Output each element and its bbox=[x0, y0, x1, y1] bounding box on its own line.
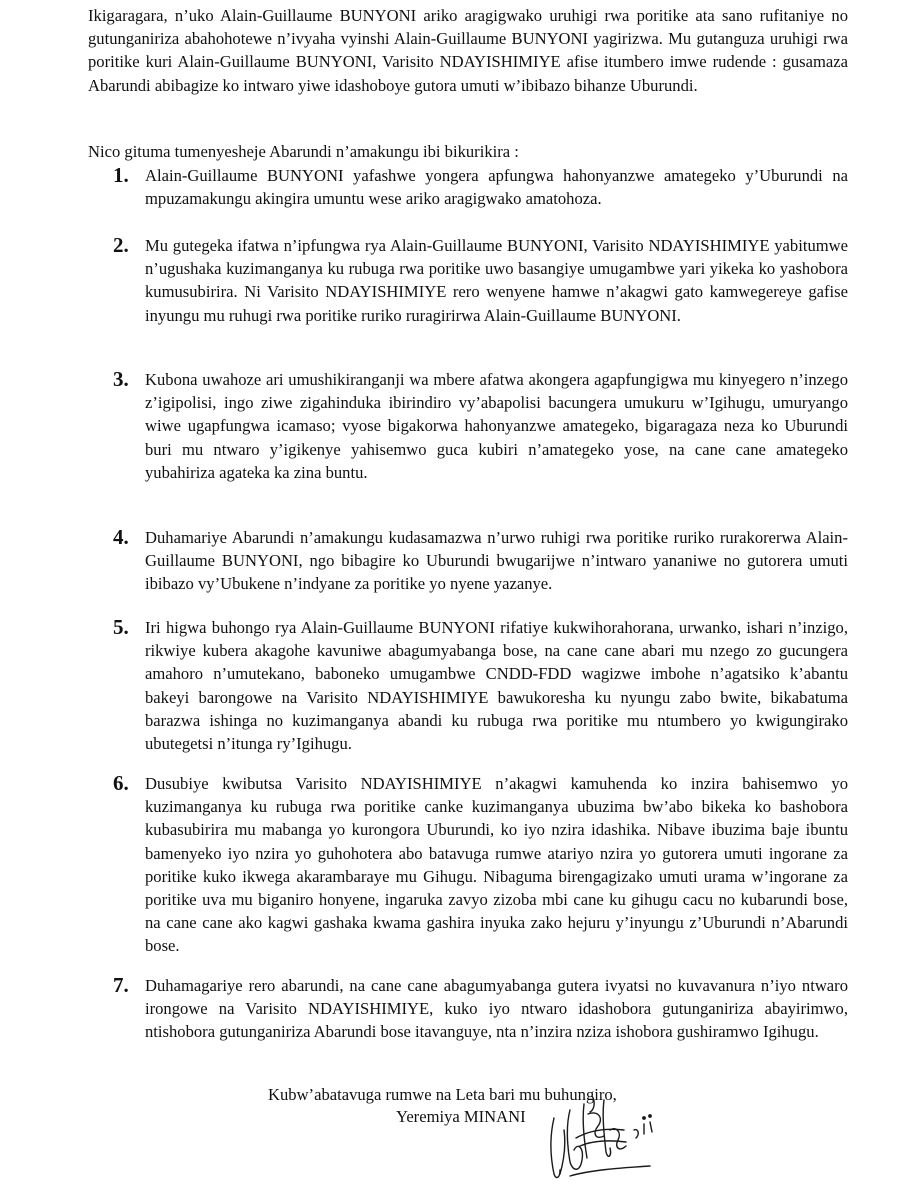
list-item-text: Duhamagariye rero abarundi, na cane cane abagumyabanga gutera ivyatsi no kuvavanura n’iyo ntwaro irongowe na Varisito NDAYISHIMIYE, kuko iyo ntwaro idashobora gutunganiriza abayirimwo, ntishobora gutunganiriza Abarundi bose itavanguye, nta n’inzira nziza ishobora gushiramwo Igihugu. bbox=[145, 976, 848, 1042]
list-item-text: Kubona uwahoze ari umushikiranganji wa mbere afatwa akongera agapfungigwa mu kinyegero n’inzego z’igipolisi, ingo ziwe zigahinduka ibirindiro vy’abapolisi bacungera umukuru w’Igihugu, umuryango wiwe ugapfungwa icamaso; vyose bigakorwa hahonyanzwe amategeko, bigaragaza neza ko Uburundi buri mu ntwaro y’igikenye yahisemwo guca kubiri n’amategeko yose, na cane cane amategeko yubahiriza agateka ka zina buntu. bbox=[145, 370, 848, 482]
list-item-number: 1. bbox=[113, 163, 129, 187]
list-item-number: 2. bbox=[113, 233, 129, 257]
list-item-text: Mu gutegeka ifatwa n’ipfungwa rya Alain-Guillaume BUNYONI, Varisito NDAYISHIMIYE yabitumwe n’ugushaka kuzimanganya ku rubuga rwa poritike uwo basangiye umugambwe yari yikeka ko yashobora kumusubirira. Ni Varisito NDAYISHIMIYE rero wenyene hamwe n’akagwi gato kamwegereye gafise inyungu mu ruhugi rwa poritike ruriko ruragirirwa Alain-Guillaume BUNYONI. bbox=[145, 236, 848, 325]
closing-line: Kubw’abatavuga rumwe na Leta bari mu buhungiro, bbox=[268, 1085, 617, 1104]
list-item-number: 5. bbox=[113, 615, 129, 639]
list-item-number: 4. bbox=[113, 525, 129, 549]
list-item-text: Dusubiye kwibutsa Varisito NDAYISHIMIYE n’akagwi kamuhenda ko inzira bahisemwo yo kuzimanganya ku rubuga rwa poritike canke kuzimanganya ubuzima bw’abo bikeka ko bashobora kubasubirira mu mabanga yo kurongora Uburundi, ko iyo nzira idashika. Nibave ibuzima baje ibuntu bamenyeko iyo nzira yo guhohotera abo batavuga rumwe atariyo nzira yo gutorera umuti ingorane za poritike kuko ikwega akarambaraye mu Gihugu. Nibaguma birengagizako umuti urama w’ingorane za poritike uva mu biganiro honyene, ingaruka zavyo zizoba mbi cane ku gihugu cacu no kubarundi bose, na cane cane ako kagwi gashaka kwama gashira inyuka zako hejuru y’inyungu z’Uburundi n’Abarundi bose. bbox=[145, 774, 848, 956]
lead-sentence: Nico gituma tumenyesheje Abarundi n’amakungu ibi bikurikira : bbox=[88, 142, 519, 161]
handwritten-signature bbox=[540, 1090, 670, 1185]
list-item-text: Alain-Guillaume BUNYONI yafashwe yongera apfungwa hahonyanzwe amategeko y’Uburundi na mpuzamakungu akingira umuntu wese ariko aragigwako amatohoza. bbox=[145, 166, 848, 209]
signer-name: Yeremiya MINANI bbox=[396, 1107, 526, 1126]
list-item-number: 6. bbox=[113, 771, 129, 795]
list-item-text: Duhamariye Abarundi n’amakungu kudasamazwa n’urwo ruhigi rwa poritike ruriko rurakorerwa Alain-Guillaume BUNYONI, ngo bibagire ko Uburundi bwugarijwe n’intwaro yananiwe no gutorera umuti ibibazo vy’Ubukene n’indyane za poritike yo nyene yazanye. bbox=[145, 528, 848, 594]
intro-paragraph: Ikigaragara, n’uko Alain-Guillaume BUNYONI ariko aragigwako uruhigi rwa poritike ata sano rufitaniye no gutunganiriza abahohotewe n’ivyaha vyinshi Alain-Guillaume BUNYONI yagirizwa. Mu gutanguza uruhigi rwa poritike kuri Alain-Guillaume BUNYONI, Varisito NDAYISHIMIYE afise itumbero imwe rudende : gusamaza Abarundi abibagize ko intwaro yiwe idashoboye gutora umuti w’ibibazo bihanze Uburundi. bbox=[88, 6, 848, 95]
list-item-number: 7. bbox=[113, 973, 129, 997]
list-item-number: 3. bbox=[113, 367, 129, 391]
list-item-text: Iri higwa buhongo rya Alain-Guillaume BUNYONI rifatiye kukwihorahorana, urwanko, ishari n’inzigo, rikwiye kubera akagohe kavuniwe abagumyabanga bose, na cane cane abari mu nzego zo gucungera amahoro n’umutekano, baboneko umugambwe CNDD-FDD wagizwe imbohe n’agatsiko k’abantu bakeyi barongowe na Varisito NDAYISHIMIYE bawukoresha ku nyungu zabo bwite, bikabatuma barazwa ishinga no kuzimanganya abandi ku rubuga rwa poritike mu ntumbero yo kwigungirako ubutegetsi n’itunga ry’Igihugu. bbox=[145, 618, 848, 754]
